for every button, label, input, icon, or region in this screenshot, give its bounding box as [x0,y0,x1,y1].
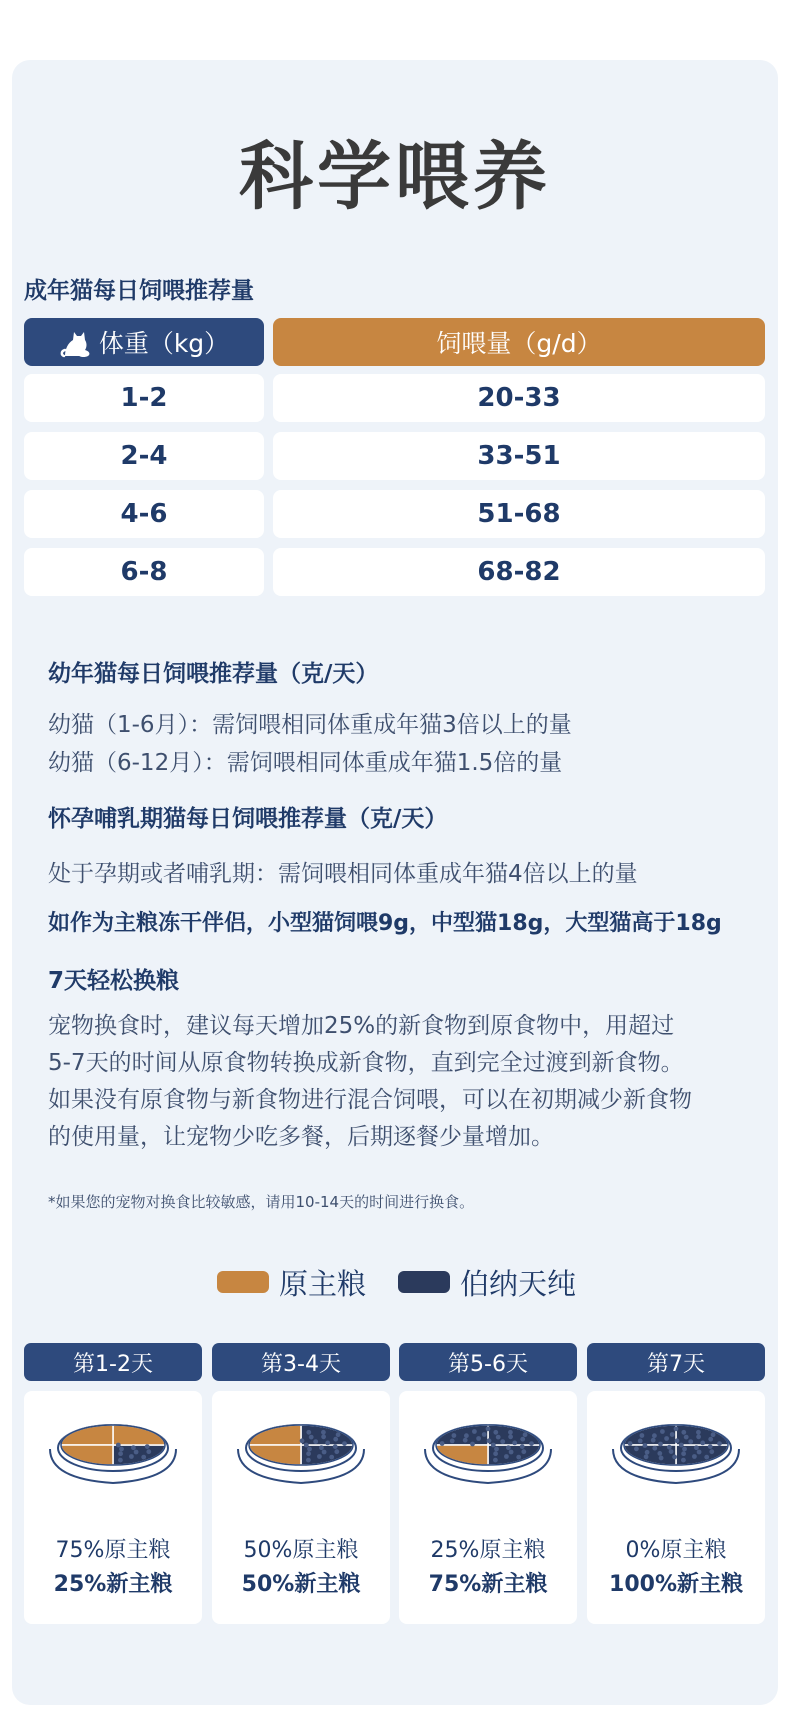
kibble-dot [141,1455,146,1460]
kibble-dot [118,1458,123,1463]
kibble-dot [696,1430,701,1435]
food-bowl-icon [607,1405,745,1501]
kibble-dot [463,1438,468,1443]
kibble-dot [134,1450,139,1455]
day-card [24,1391,202,1624]
kibble-dot [704,1455,709,1460]
table-cell-feed: 20-33 [273,374,765,422]
kibble-dot [508,1434,513,1439]
kibble-dot [520,1437,525,1442]
kibble-dot [307,1447,312,1452]
kibble-dot [506,1445,511,1450]
kibble-dot [322,1450,327,1455]
kibble-dot [521,1449,526,1454]
legend-old [217,1262,366,1302]
kibble-dot [508,1430,513,1435]
day-header: 第7天 [587,1343,765,1381]
kibble-dot [306,1458,311,1463]
kibble-dot [681,1430,686,1435]
kibble-dot [709,1449,714,1454]
kibble-dot [333,1444,338,1449]
kibble-dot [672,1455,677,1460]
transition-line: 5-7天的时间从原食物转换成新食物，直到完全过渡到新食物。 [48,1050,684,1076]
kibble-dot [476,1436,481,1441]
table-cell-weight: 2-4 [24,432,264,480]
kibble-dot [440,1441,445,1446]
legend-old-label: 原主粮 [279,1266,367,1301]
kibble-dot [450,1439,455,1444]
transition-heading: 7天轻松换粮 [48,968,180,994]
kibble-dot [470,1442,475,1447]
kibble-dot [652,1446,657,1451]
kibble-dot [711,1432,716,1437]
kibble-dot [146,1449,151,1454]
kibble-dot [628,1441,633,1446]
kibble-dot [319,1445,324,1450]
kibble-dot [486,1426,491,1431]
kibble-dot [659,1456,664,1461]
kibble-dot [697,1450,702,1455]
new-food-percent: 100%新主粮 [609,1572,743,1597]
kibble-dot [482,1432,487,1437]
kibble-dot [313,1439,318,1444]
new-food-percent: 75%新主粮 [428,1572,548,1597]
transition-line: 的使用量，让宠物少吃多餐，后期逐餐少量增加。 [48,1124,554,1150]
table-cell-feed: 68-82 [273,548,765,596]
kibble-dot [717,1441,722,1446]
new-food-percent: 50%新主粮 [241,1572,361,1597]
kibble-dot [675,1438,680,1443]
old-food-percent: 75%原主粮 [55,1538,171,1563]
kibble-dot [493,1451,498,1456]
kibble-dot [493,1430,498,1435]
kibble-dot [304,1443,309,1448]
kibble-dot [670,1432,675,1437]
legend-new-swatch [398,1271,450,1293]
kibble-dot [669,1449,674,1454]
cat-icon [59,325,93,359]
kibble-dot [504,1454,509,1459]
old-food-percent: 25%原主粮 [430,1538,546,1563]
pregnant-line: 处于孕期或者哺乳期：需饲喂相同体重成年猫4倍以上的量 [48,861,638,887]
kibble-dot [660,1429,665,1434]
kibble-dot [118,1451,123,1456]
food-bowl-icon [419,1405,557,1501]
weight-column-header [24,318,264,366]
food-bowl-icon [44,1405,182,1501]
kibble-dot [644,1454,649,1459]
legend-new [398,1262,576,1302]
transition-line: 如果没有原食物与新食物进行混合饲喂，可以在初期减少新食物 [48,1087,692,1113]
table-cell-feed: 33-51 [273,432,765,480]
kibble-dot [464,1433,469,1438]
kibble-dot [329,1455,334,1460]
kibble-dot [638,1439,643,1444]
kibble-dot [658,1442,663,1447]
kibble-dot [317,1454,322,1459]
legend-old-swatch [217,1271,269,1293]
kibble-dot [119,1447,124,1452]
kibble-dot [334,1449,339,1454]
kibble-dot [306,1451,311,1456]
kibble-dot [321,1430,326,1435]
kibble-dot [674,1426,679,1431]
kibble-dot [300,1438,305,1443]
kitten-line-1: 幼猫（1-6月）：需饲喂相同体重成年猫3倍以上的量 [48,712,572,738]
legend-new-label: 伯纳天纯 [460,1266,577,1301]
kibble-dot [681,1451,686,1456]
adult-feeding-heading: 成年猫每日饲喂推荐量 [24,278,254,304]
kibble-dot [688,1439,693,1444]
kibble-dot [651,1438,656,1443]
kibble-dot [645,1450,650,1455]
kibble-dot [131,1445,136,1450]
kibble-dot [500,1439,505,1444]
kibble-dot [452,1433,457,1438]
kibble-dot [487,1438,492,1443]
kibble-dot [325,1441,330,1446]
kibble-dot [684,1435,689,1440]
kibble-dot [342,1441,347,1446]
day-card [399,1391,577,1624]
kibble-dot [336,1432,341,1437]
day-header: 第1-2天 [24,1343,202,1381]
kibble-dot [692,1454,697,1459]
kibble-dot [309,1435,314,1440]
table-cell-weight: 1-2 [24,374,264,422]
transition-line: 宠物换食时，建议每天增加25%的新食物到原食物中，用超过 [48,1013,675,1039]
kibble-dot [679,1443,684,1448]
kibble-dot [333,1437,338,1442]
topper-note: 如作为主粮冻干伴侣，小型猫饲喂9g，中型猫18g，大型猫高于18g [48,911,722,936]
kibble-dot [512,1441,517,1446]
day-header: 第5-6天 [399,1343,577,1381]
kibble-dot [493,1458,498,1463]
kibble-dot [696,1434,701,1439]
kibble-dot [682,1447,687,1452]
kibble-dot [116,1443,121,1448]
new-food-percent: 25%新主粮 [53,1572,173,1597]
kibble-dot [529,1441,534,1446]
food-bowl-icon [232,1405,370,1501]
kibble-dot [145,1444,150,1449]
feed-column-label: 饲喂量（g/d） [436,329,602,358]
kibble-dot [472,1429,477,1434]
kibble-dot [523,1432,528,1437]
kibble-dot [664,1436,669,1441]
kibble-dot [657,1451,662,1456]
page-title: 科学喂养 [239,134,551,220]
kibble-dot [494,1447,499,1452]
kibble-dot [321,1434,326,1439]
kibble-dot [129,1454,134,1459]
pregnant-heading: 怀孕哺乳期猫每日饲喂推荐量（克/天） [48,806,448,832]
kibble-dot [491,1443,496,1448]
old-food-percent: 50%原主粮 [243,1538,359,1563]
table-cell-feed: 51-68 [273,490,765,538]
kibble-dot [496,1435,501,1440]
kibble-dot [643,1443,648,1448]
feed-column-header [273,318,765,366]
kitten-line-2: 幼猫（6-12月）：需饲喂相同体重成年猫1.5倍的量 [48,750,563,776]
kibble-dot [640,1433,645,1438]
kibble-dot [652,1433,657,1438]
sensitivity-note: *如果您的宠物对换食比较敏感，请用10-14天的时间进行换食。 [48,1193,475,1211]
day-header: 第3-4天 [212,1343,390,1381]
kibble-dot [708,1444,713,1449]
kibble-dot [681,1458,686,1463]
kitten-heading: 幼年猫每日饲喂推荐量（克/天） [48,661,379,687]
day-card [212,1391,390,1624]
table-cell-weight: 6-8 [24,548,264,596]
kibble-dot [509,1450,514,1455]
kibble-dot [700,1441,705,1446]
kibble-dot [520,1444,525,1449]
kibble-dot [708,1437,713,1442]
weight-column-label: 体重（kg） [98,329,230,358]
kibble-dot [634,1446,639,1451]
day-card [587,1391,765,1624]
transition-paragraph [48,1008,768,1156]
kibble-dot [694,1445,699,1450]
kibble-dot [306,1430,311,1435]
table-cell-weight: 4-6 [24,490,264,538]
kibble-dot [667,1445,672,1450]
old-food-percent: 0%原主粮 [625,1538,727,1563]
kibble-dot [516,1455,521,1460]
